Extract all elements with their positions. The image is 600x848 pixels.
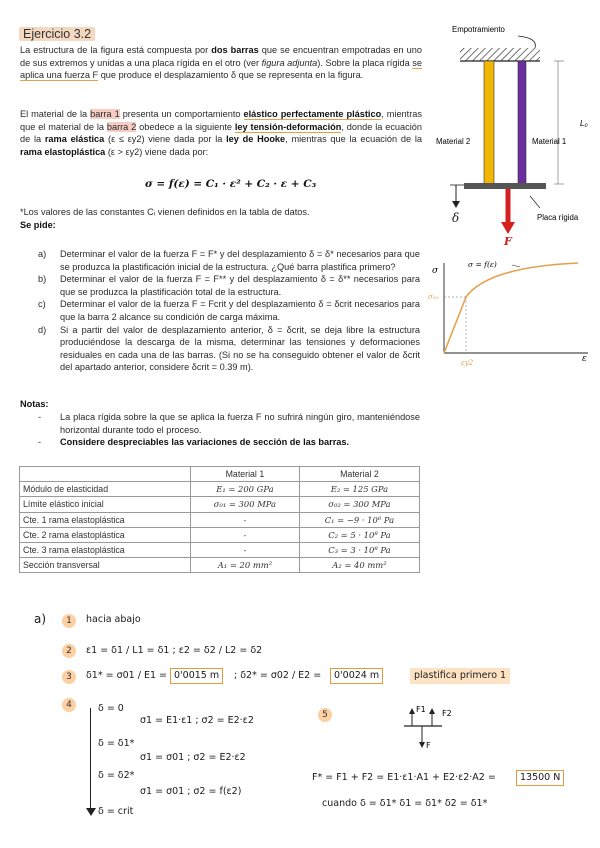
table-row — [20, 497, 420, 512]
table-cell: σ₀₂ = 300 MPa — [299, 497, 419, 512]
intro-paragraph-1: La estructura de la figura está compuesta por dos barras que se encuentran empotradas en uno de sus extremos y unidas a una placa rígida en el otro (ver figura adjunta). Sobre la placa rígida se aplica una fuerza F que produce el desplazamiento δ que se representa en la figura. — [20, 45, 422, 81]
table-row — [20, 512, 420, 527]
question-c: c) Determinar el valor de la fuerza F = Fcrit y del desplazamiento δ = δcrit necesarios para que la barra 2 alcance su condición de carga máxima. — [38, 299, 420, 322]
material-1-label: Material 1 — [532, 137, 567, 146]
hw-step-1-text: hacia abajo — [86, 614, 141, 625]
hw-delta-2star: δ = δ2* — [98, 770, 135, 781]
table-cell: σ₀₁ = 300 MPa — [190, 497, 299, 512]
note-1: - La placa rígida sobre la que se aplica la fuerza F no sufrirá ningún giro, manteniéndose horizontal durante todo el proceso. — [38, 412, 420, 435]
table-cell: Cte. 2 rama elastoplástica — [20, 527, 191, 542]
empotramiento-label: Empotramiento — [452, 25, 505, 34]
table-cell: - — [190, 527, 299, 542]
table-row — [20, 527, 420, 542]
epsilon-axis-label: ε — [582, 354, 587, 364]
hw-delta-1star: δ = δ1* — [98, 738, 135, 749]
stress-strain-graph — [428, 255, 598, 370]
notes-list — [20, 411, 420, 449]
hw-step-5: 5 — [318, 708, 332, 722]
table-cell: Sección transversal — [20, 558, 191, 573]
hw-free-body-diagram — [398, 704, 468, 754]
hw-f-label: F — [426, 741, 431, 750]
table-cell: Cte. 3 rama elastoplástica — [20, 542, 191, 557]
hw-delta-crit: δ = crit — [98, 806, 134, 817]
sigma02-label: σ₀₂ — [428, 293, 439, 301]
table-header — [20, 467, 191, 482]
table-header-row — [20, 467, 420, 482]
bar-1 — [518, 61, 526, 185]
hw-stress-partial: σ1 = σ01 ; σ2 = E2·ε2 — [140, 752, 246, 763]
empotramiento-arrow — [518, 36, 535, 48]
table-cell: A₂ = 40 mm² — [299, 558, 419, 573]
structure-figure — [430, 18, 598, 248]
hw-arrow-line — [90, 708, 91, 812]
table-cell: Módulo de elasticidad — [20, 482, 191, 497]
hw-force-equation: F* = F1 + F2 = E1·ε1·A1 + E2·ε2·A2 = — [312, 772, 496, 783]
hw-stress-plastic: σ1 = σ01 ; σ2 = f(ε2) — [140, 786, 242, 797]
table-header: Material 1 — [190, 467, 299, 482]
table-cell: - — [190, 542, 299, 557]
ey2-label: εy2 — [461, 359, 474, 367]
intro-paragraph-2: El material de la barra 1 presenta un comportamiento elástico perfectamente plástico, mientras que el material de la barra 2 obedece a la siguiente ley tensión-deformación, donde la ecuación de la rama elástica (ε ≤ εy2) viene dada por la ley de Hooke, mientras que la ecuación de la rama elastoplástica (ε > εy2) viene dada por: — [20, 109, 423, 157]
notas-heading: Notas: — [20, 399, 49, 409]
hw-f1-label: F1 — [416, 705, 426, 714]
question-list — [20, 248, 420, 374]
table-cell: C₁ = −9 · 10⁶ Pa — [299, 512, 419, 527]
hw-step-2-text: ε1 = δ1 / L1 = δ1 ; ε2 = δ2 / L2 = δ2 — [86, 645, 263, 656]
note-2: - Considere despreciables las variaciones de sección de las barras. — [38, 437, 350, 448]
page-title: Ejercicio 3.2 — [19, 27, 95, 41]
hw-result-delta1: 0'0015 m — [170, 668, 223, 684]
hw-result-delta2: 0'0024 m — [330, 668, 383, 684]
hw-step-3: 3 — [62, 670, 76, 684]
hw-result-force: 13500 N — [516, 770, 564, 786]
stress-strain-formula: σ = f(ε) = C₁ · ε² + C₂ · ε + C₃ — [145, 178, 317, 190]
table-cell: C₃ = 3 · 10⁸ Pa — [299, 542, 419, 557]
table-cell: - — [190, 512, 299, 527]
question-a: a) Determinar el valor de la fuerza F = F* y del desplazamiento δ = δ* necesarios para que se produzca la plastificación inicial de la estructura. ¿Qué barra plastifica primero? — [38, 249, 420, 272]
hw-step-2: 2 — [62, 644, 76, 658]
hw-step-3-text-b: ; δ2* = σ02 / E2 = — [234, 670, 322, 681]
table-header: Material 2 — [299, 467, 419, 482]
bar-2 — [484, 61, 494, 185]
delta-label: δ — [452, 211, 460, 225]
table-cell: Límite elástico inicial — [20, 497, 191, 512]
table-cell: C₂ = 5 · 10⁸ Pa — [299, 527, 419, 542]
stress-strain-curve — [444, 263, 578, 353]
table-row — [20, 482, 420, 497]
delta-arrow-icon — [452, 201, 460, 208]
table-row — [20, 542, 420, 557]
hw-step-4: 4 — [62, 698, 76, 712]
hw-plastifica-note: plastifica primero 1 — [410, 668, 510, 684]
constants-note: *Los valores de las constantes Cᵢ vienen definidos en la tabla de datos. — [20, 207, 310, 217]
table-cell: Cte. 1 rama elastoplástica — [20, 512, 191, 527]
hw-condition: cuando δ = δ1* δ1 = δ1* δ2 = δ1* — [322, 798, 488, 809]
se-pide-heading: Se pide: — [20, 220, 56, 230]
hw-step-3-text-a: δ1* = σ01 / E1 = — [86, 670, 167, 681]
rigid-plate — [464, 183, 546, 189]
hw-f2-label: F2 — [442, 709, 452, 718]
force-label: F — [504, 235, 512, 248]
material-2-label: Material 2 — [436, 137, 471, 146]
force-arrow-icon — [501, 222, 515, 234]
hw-step-1: 1 — [62, 614, 76, 628]
fixed-support — [460, 48, 540, 61]
hw-part-a: a) — [34, 612, 47, 626]
table-row — [20, 558, 420, 573]
l0-label: L₀ — [580, 119, 588, 128]
table-cell: A₁ = 20 mm² — [190, 558, 299, 573]
table-cell: E₂ = 125 GPa — [299, 482, 419, 497]
table-cell: E₁ = 200 GPa — [190, 482, 299, 497]
placa-rigida-label: Placa rígida — [537, 213, 579, 222]
question-b: b) Determinar el valor de la fuerza F = F** y del desplazamiento δ = δ** necesarios para que se produzca la plastificación total de la estructura. — [38, 274, 420, 297]
curve-label: σ = f(ε) — [468, 260, 497, 269]
question-d: d) Si a partir del valor de desplazamiento anterior, δ = δcrit, se deja libre la estructura produciéndose la descarga de la misma, determinar las tensiones y deformaciones residuales en cada una de las barras. (Si no se ha conseguido obtener el valor de δcrit del apartado anterior, considere δcrit = 0.39 m). — [38, 324, 420, 373]
sigma-axis-label: σ — [432, 266, 439, 276]
data-table — [19, 466, 420, 573]
hw-delta-0: δ = 0 — [98, 703, 124, 714]
hw-stress-elastic: σ1 = E1·ε1 ; σ2 = E2·ε2 — [140, 715, 254, 726]
hw-arrow-down-icon — [86, 808, 96, 816]
